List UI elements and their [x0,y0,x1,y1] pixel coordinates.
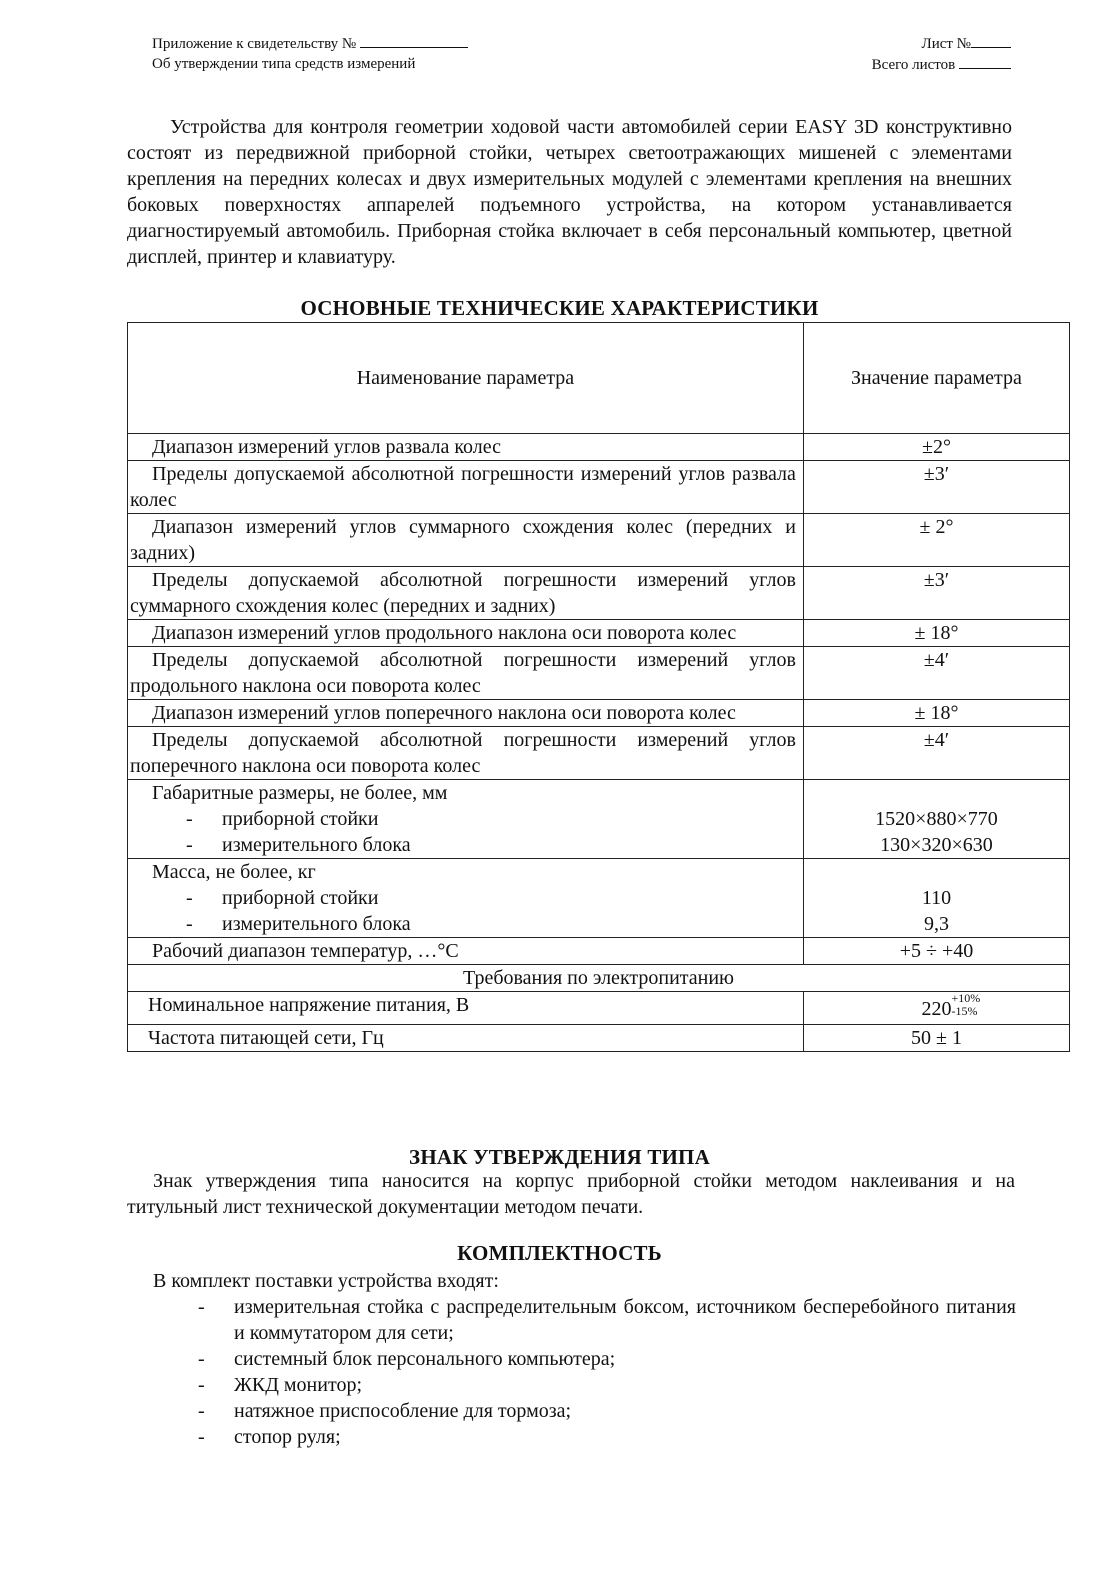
col-header-value: Значение параметра [803,323,1069,434]
sheet-number-line: Лист № [872,33,1011,54]
table-row [128,647,1070,700]
param-value: ± 2° [803,514,1069,567]
dimensions-label: Габаритные размеры, не более, мм [152,782,448,804]
total-sheets-line: Всего листов [872,54,1011,75]
header-right [872,33,1011,75]
param-name: Пределы допускаемой абсолютной погрешности измерений углов продольного наклона оси поворота колес [130,649,796,697]
table-row [128,700,1070,727]
param-value: ±4′ [803,727,1069,780]
table-row [128,461,1070,514]
voltage-name: Номинальное напряжение питания, В [148,994,470,1016]
param-name: Пределы допускаемой абсолютной погрешности измерений углов суммарного схождения колес (передних и задних) [130,569,796,617]
table-row [128,434,1070,461]
table-row [128,1025,1070,1052]
table-header-row [128,323,1070,434]
temperature-value: +5 ÷ +40 [803,938,1069,965]
list-item: - системный блок персонального компьютера; [198,1348,616,1370]
mass-dash: - [186,887,193,909]
specs-table [127,322,1070,1052]
table-row-dimensions [128,780,1070,859]
param-name: Пределы допускаемой абсолютной погрешности измерений углов поперечного наклона оси поворота колес [130,729,796,777]
power-requirements-header: Требования по электропитанию [128,965,1070,992]
list-item: - измерительная стойка с распределительным боксом, источником бесперебойного питания и коммутатором для сети; [198,1296,1016,1344]
voltage-tolerance-plus: +10% [951,991,981,1005]
param-name: Диапазон измерений углов поперечного наклона оси поворота колес [152,702,736,724]
voltage-tolerance-minus: -15% [951,1004,978,1018]
table-row [128,514,1070,567]
header-certificate-line: Приложение к свидетельству № [152,33,468,54]
mass-item: измерительного блока [222,913,411,935]
mass-item: приборной стойки [222,887,379,909]
header-approval-line: Об утверждении типа средств измерений [152,56,416,72]
kit-title: КОМПЛЕКТНОСТЬ [457,1241,662,1265]
dimensions-dash: - [186,808,193,830]
list-item: - натяжное приспособление для тормоза; [198,1400,572,1422]
type-mark-paragraph: Знак утверждения типа наносится на корпус приборной стойки методом наклеивания и на титульный лист технической документации методом печати. [127,1170,1015,1218]
header-left [152,33,468,74]
dimensions-item: измерительного блока [222,834,411,856]
table-row-mass [128,859,1070,938]
param-value: ±3′ [803,461,1069,514]
param-value: ± 18° [803,620,1069,647]
table-row [128,620,1070,647]
kit-intro: В комплект поставки устройства входят: [153,1270,499,1292]
frequency-name: Частота питающей сети, Гц [148,1027,384,1049]
param-value: ±3′ [803,567,1069,620]
power-requirements-row [128,965,1070,992]
param-value: ±4′ [803,647,1069,700]
param-value: ±2° [803,434,1069,461]
kit-list [196,1294,1016,1450]
col-header-name: Наименование параметра [128,323,804,434]
param-name: Пределы допускаемой абсолютной погрешности измерений углов развала колес [130,463,796,511]
mass-label: Масса, не более, кг [152,861,316,883]
mass-value: 9,3 [923,913,949,935]
temperature-name: Рабочий диапазон температур, …°С [152,940,459,962]
dimensions-dash: - [186,834,193,856]
table-row [128,992,1070,1025]
table-row [128,567,1070,620]
intro-paragraph: Устройства для контроля геометрии ходовой части автомобилей серии EASY 3D конструктивно состоят из передвижной приборной стойки, четырех светоотражающих мишеней с элементами крепления на передних колесах и двух измерительных модулей с элементами крепления на внешних боковых поверхностях аппарелей подъемного устройства, на котором устанавливается диагностируемый автомобиль. Приборная стойка включает в себя персональный компьютер, цветной дисплей, принтер и клавиатуру. [127,116,1012,268]
mass-value: 110 [921,887,952,909]
list-item: - стопор руля; [198,1426,341,1448]
dimensions-value: 130×320×630 [880,834,993,856]
param-name: Диапазон измерений углов развала колес [152,436,502,458]
total-sheets-blank [959,54,1011,69]
certificate-number-blank [360,33,468,48]
mass-dash: - [186,913,193,935]
specs-title: ОСНОВНЫЕ ТЕХНИЧЕСКИЕ ХАРАКТЕРИСТИКИ [300,296,819,320]
voltage-value: 220 +10% -15% [921,991,981,1020]
param-value: ± 18° [803,700,1069,727]
dimensions-value: 1520×880×770 [875,808,998,830]
param-name: Диапазон измерений углов суммарного схождения колес (передних и задних) [130,516,796,564]
frequency-value: 50 ± 1 [803,1025,1069,1052]
type-mark-title: ЗНАК УТВЕРЖДЕНИЯ ТИПА [409,1145,710,1169]
table-row [128,727,1070,780]
table-row [128,938,1070,965]
dimensions-item: приборной стойки [222,808,379,830]
sheet-number-blank [971,33,1011,48]
list-item: - ЖКД монитор; [198,1374,362,1396]
param-name: Диапазон измерений углов продольного наклона оси поворота колес [152,622,737,644]
